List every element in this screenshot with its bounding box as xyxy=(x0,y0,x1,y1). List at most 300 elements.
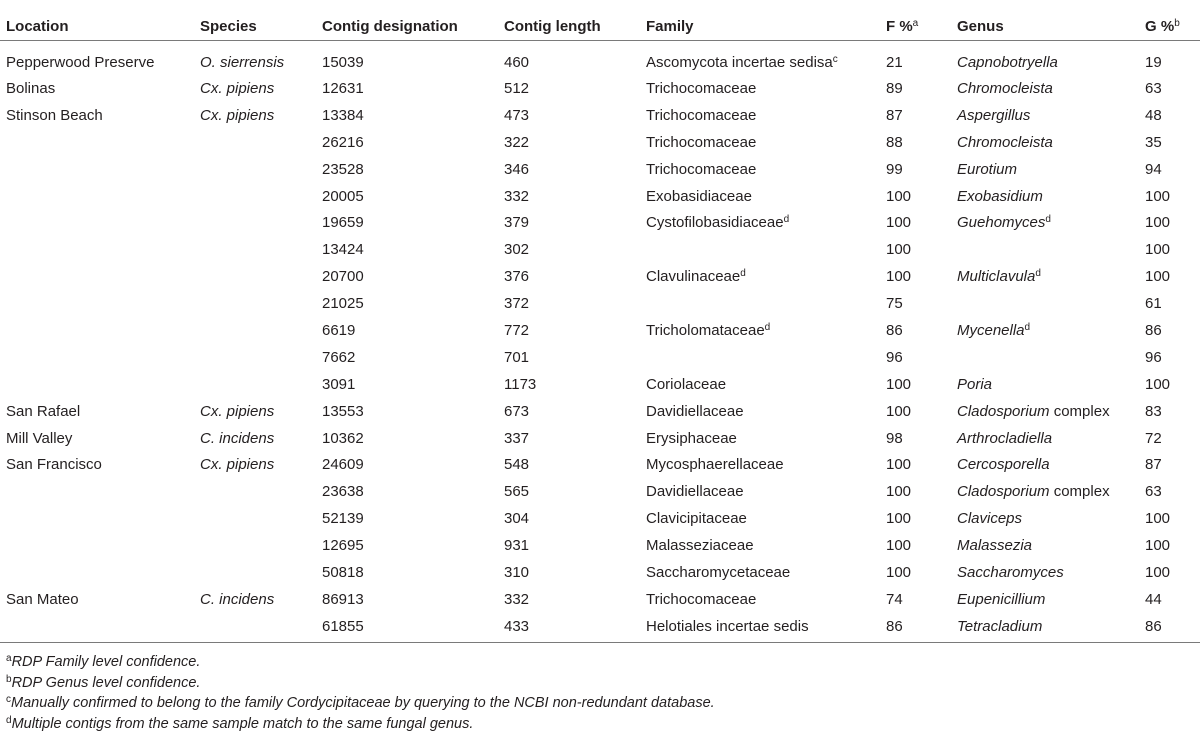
cell-species xyxy=(194,236,316,263)
cell-genus xyxy=(951,102,1139,129)
cell-location xyxy=(0,586,194,613)
genus-footnote-mark: d xyxy=(1024,321,1031,333)
cell-f-pct xyxy=(880,209,951,236)
cell-contig-designation xyxy=(316,75,498,102)
cell-g-pct-text: 48 xyxy=(1145,106,1162,124)
cell-contig-designation-text: 61855 xyxy=(322,617,364,635)
cell-g-pct-text: 100 xyxy=(1145,375,1171,393)
cell-contig-length-text: 512 xyxy=(504,79,530,97)
cell-f-pct-text: 75 xyxy=(886,295,903,313)
cell-family xyxy=(640,451,880,478)
cell-f-pct xyxy=(880,183,951,210)
cell-species-text: Cx. pipiens xyxy=(200,456,275,474)
cell-species-text: Cx. pipiens xyxy=(200,79,275,97)
table-row xyxy=(0,290,1200,317)
cell-family-text: Trichocomaceae xyxy=(646,160,757,178)
cell-family xyxy=(640,129,880,156)
cell-family xyxy=(640,290,880,317)
cell-species xyxy=(194,317,316,344)
cell-genus xyxy=(951,613,1139,642)
cell-location xyxy=(0,156,194,183)
cell-f-pct-text: 100 xyxy=(886,187,912,205)
cell-g-pct xyxy=(1139,371,1200,398)
cell-contig-designation xyxy=(316,209,498,236)
cell-g-pct-text: 63 xyxy=(1145,483,1162,501)
cell-contig-designation xyxy=(316,505,498,532)
cell-contig-designation xyxy=(316,586,498,613)
table-row xyxy=(0,532,1200,559)
cell-g-pct xyxy=(1139,559,1200,586)
cell-family xyxy=(640,344,880,371)
header-species: Species xyxy=(200,17,257,35)
cell-genus-text: Tetracladium xyxy=(957,617,1043,635)
cell-genus xyxy=(951,236,1139,263)
cell-species xyxy=(194,451,316,478)
cell-g-pct-text: 100 xyxy=(1145,563,1171,581)
table-row xyxy=(0,156,1200,183)
cell-genus xyxy=(951,344,1139,371)
cell-contig-length-text: 931 xyxy=(504,537,530,555)
cell-species xyxy=(194,559,316,586)
cell-g-pct-text: 44 xyxy=(1145,590,1162,608)
header-f-pct-label: F % xyxy=(886,17,913,35)
cell-family xyxy=(640,102,880,129)
cell-genus-text: Cercosporella xyxy=(957,456,1050,474)
cell-species xyxy=(194,263,316,290)
cell-species xyxy=(194,129,316,156)
cell-f-pct-text: 100 xyxy=(886,268,912,286)
cell-genus xyxy=(951,75,1139,102)
cell-g-pct-text: 35 xyxy=(1145,133,1162,151)
cell-family xyxy=(640,41,880,76)
cell-species xyxy=(194,41,316,76)
cell-family-text: Davidiellaceae xyxy=(646,483,744,501)
cell-location xyxy=(0,75,194,102)
cell-contig-length-text: 673 xyxy=(504,402,530,420)
header-g-pct-footnote-mark: b xyxy=(1174,17,1180,29)
cell-genus-text: Aspergillus xyxy=(957,106,1031,124)
cell-genus xyxy=(951,263,1139,290)
cell-contig-length-text: 372 xyxy=(504,295,530,313)
cell-species xyxy=(194,478,316,505)
cell-f-pct xyxy=(880,236,951,263)
cell-family-text: Erysiphaceae xyxy=(646,429,737,447)
cell-contig-designation-text: 20005 xyxy=(322,187,364,205)
table-row xyxy=(0,586,1200,613)
cell-location xyxy=(0,532,194,559)
cell-contig-designation-text: 12631 xyxy=(322,79,364,97)
table-row xyxy=(0,451,1200,478)
cell-f-pct-text: 100 xyxy=(886,456,912,474)
table-row xyxy=(0,505,1200,532)
family-footnote-mark: c xyxy=(832,53,838,65)
cell-contig-length xyxy=(498,209,640,236)
cell-contig-designation xyxy=(316,102,498,129)
cell-f-pct xyxy=(880,532,951,559)
cell-f-pct xyxy=(880,290,951,317)
cell-genus xyxy=(951,129,1139,156)
table-row xyxy=(0,559,1200,586)
header-g-pct xyxy=(1139,12,1200,41)
cell-family-text: Saccharomycetaceae xyxy=(646,563,791,581)
cell-contig-length xyxy=(498,371,640,398)
cell-f-pct-text: 88 xyxy=(886,133,903,151)
cell-genus-text: Chromocleista xyxy=(957,79,1053,97)
cell-genus-text: Arthrocladiella xyxy=(957,429,1053,447)
table-row xyxy=(0,236,1200,263)
cell-location-text: Stinson Beach xyxy=(6,106,103,124)
cell-f-pct xyxy=(880,102,951,129)
cell-g-pct-text: 94 xyxy=(1145,160,1162,178)
cell-species xyxy=(194,102,316,129)
cell-f-pct-text: 99 xyxy=(886,160,903,178)
cell-f-pct xyxy=(880,478,951,505)
cell-contig-designation xyxy=(316,290,498,317)
table-row xyxy=(0,344,1200,371)
cell-contig-length-text: 332 xyxy=(504,187,530,205)
cell-contig-length xyxy=(498,317,640,344)
table-row xyxy=(0,183,1200,210)
cell-family-text: Trichocomaceae xyxy=(646,79,757,97)
cell-g-pct-text: 72 xyxy=(1145,429,1162,447)
cell-genus xyxy=(951,505,1139,532)
header-contig-designation: Contig designation xyxy=(322,17,458,35)
genus-qualifier: complex xyxy=(1049,402,1110,420)
cell-contig-designation xyxy=(316,532,498,559)
cell-contig-designation-text: 3091 xyxy=(322,375,356,393)
cell-location xyxy=(0,505,194,532)
table-row xyxy=(0,398,1200,425)
cell-f-pct xyxy=(880,425,951,452)
footnote xyxy=(6,693,715,714)
cell-contig-designation-text: 15039 xyxy=(322,53,364,71)
cell-contig-length xyxy=(498,263,640,290)
footnote xyxy=(6,714,715,735)
cell-contig-designation-text: 19659 xyxy=(322,214,364,232)
header-location: Location xyxy=(6,17,69,35)
cell-f-pct-text: 74 xyxy=(886,590,903,608)
footnote-text: RDP Family level confidence. xyxy=(11,654,201,670)
cell-g-pct xyxy=(1139,505,1200,532)
cell-f-pct-text: 100 xyxy=(886,241,912,259)
cell-contig-length-text: 332 xyxy=(504,590,530,608)
footnote-mark: a xyxy=(6,653,12,664)
cell-species-text: Cx. pipiens xyxy=(200,106,275,124)
table-row xyxy=(0,263,1200,290)
header-family: Family xyxy=(646,17,694,35)
footnotes xyxy=(6,652,715,734)
cell-contig-length-text: 337 xyxy=(504,429,530,447)
genus-qualifier: complex xyxy=(1049,483,1110,501)
cell-f-pct xyxy=(880,75,951,102)
cell-family xyxy=(640,183,880,210)
cell-family xyxy=(640,532,880,559)
cell-contig-length-text: 565 xyxy=(504,483,530,501)
cell-genus-text: Saccharomyces xyxy=(957,563,1064,581)
cell-contig-designation-text: 23528 xyxy=(322,160,364,178)
cell-g-pct xyxy=(1139,344,1200,371)
cell-family xyxy=(640,317,880,344)
table-body xyxy=(0,41,1200,643)
cell-g-pct xyxy=(1139,586,1200,613)
cell-f-pct-text: 100 xyxy=(886,563,912,581)
cell-family xyxy=(640,398,880,425)
cell-contig-length xyxy=(498,613,640,642)
cell-contig-length-text: 473 xyxy=(504,106,530,124)
cell-species xyxy=(194,586,316,613)
cell-f-pct xyxy=(880,398,951,425)
cell-family-text: Malasseziaceae xyxy=(646,537,754,555)
cell-contig-length-text: 772 xyxy=(504,321,530,339)
footnote xyxy=(6,652,715,673)
cell-contig-designation-text: 6619 xyxy=(322,321,356,339)
cell-species-text: C. incidens xyxy=(200,590,275,608)
cell-f-pct xyxy=(880,559,951,586)
cell-g-pct xyxy=(1139,236,1200,263)
cell-contig-length-text: 346 xyxy=(504,160,530,178)
cell-genus-text: Capnobotryella xyxy=(957,53,1058,71)
table-row xyxy=(0,425,1200,452)
cell-g-pct xyxy=(1139,532,1200,559)
cell-genus xyxy=(951,156,1139,183)
cell-contig-designation-text: 13424 xyxy=(322,241,364,259)
cell-location-text: San Francisco xyxy=(6,456,102,474)
cell-species xyxy=(194,371,316,398)
cell-genus xyxy=(951,398,1139,425)
cell-genus xyxy=(951,371,1139,398)
cell-genus xyxy=(951,559,1139,586)
cell-contig-designation xyxy=(316,263,498,290)
cell-g-pct xyxy=(1139,75,1200,102)
cell-location xyxy=(0,236,194,263)
cell-species xyxy=(194,183,316,210)
cell-family-text: Trichocomaceae xyxy=(646,106,757,124)
cell-contig-length-text: 322 xyxy=(504,133,530,151)
cell-contig-length xyxy=(498,559,640,586)
table-row xyxy=(0,75,1200,102)
cell-contig-length xyxy=(498,398,640,425)
cell-f-pct-text: 100 xyxy=(886,402,912,420)
cell-contig-length xyxy=(498,102,640,129)
cell-contig-designation-text: 21025 xyxy=(322,295,364,313)
cell-contig-designation-text: 7662 xyxy=(322,348,356,366)
cell-genus xyxy=(951,532,1139,559)
cell-contig-designation xyxy=(316,129,498,156)
cell-location xyxy=(0,263,194,290)
cell-g-pct xyxy=(1139,129,1200,156)
header-f-pct-footnote-mark: a xyxy=(912,17,919,29)
cell-g-pct-text: 87 xyxy=(1145,456,1162,474)
cell-contig-length xyxy=(498,451,640,478)
cell-family-text: Davidiellaceae xyxy=(646,402,744,420)
cell-location xyxy=(0,451,194,478)
cell-family xyxy=(640,505,880,532)
cell-g-pct xyxy=(1139,613,1200,642)
header-f-pct xyxy=(880,12,951,41)
family-footnote-mark: d xyxy=(740,268,746,280)
cell-family-text: Tricholomataceae xyxy=(646,321,765,339)
cell-g-pct-text: 63 xyxy=(1145,79,1162,97)
cell-f-pct xyxy=(880,41,951,76)
cell-family-text: Trichocomaceae xyxy=(646,590,757,608)
table-row xyxy=(0,209,1200,236)
cell-genus xyxy=(951,183,1139,210)
cell-g-pct-text: 100 xyxy=(1145,187,1171,205)
footnote-mark: c xyxy=(6,694,11,705)
cell-g-pct xyxy=(1139,398,1200,425)
cell-family xyxy=(640,478,880,505)
cell-genus xyxy=(951,41,1139,76)
cell-contig-length-text: 379 xyxy=(504,214,530,232)
cell-family-text: Clavicipitaceae xyxy=(646,510,747,528)
cell-species xyxy=(194,398,316,425)
cell-f-pct xyxy=(880,451,951,478)
cell-family-text: Trichocomaceae xyxy=(646,133,757,151)
table-row xyxy=(0,41,1200,76)
cell-contig-length-text: 302 xyxy=(504,241,530,259)
cell-contig-length xyxy=(498,532,640,559)
cell-contig-length xyxy=(498,236,640,263)
cell-contig-length xyxy=(498,290,640,317)
cell-contig-designation xyxy=(316,156,498,183)
table-header xyxy=(0,12,1200,41)
cell-contig-designation xyxy=(316,559,498,586)
family-footnote-mark: d xyxy=(783,214,790,226)
cell-contig-designation xyxy=(316,317,498,344)
header-genus: Genus xyxy=(957,17,1004,35)
cell-f-pct-text: 86 xyxy=(886,321,903,339)
footnote-text: Multiple contigs from the same sample match to the same fungal genus. xyxy=(11,715,474,732)
cell-genus-text: Exobasidium xyxy=(957,187,1043,205)
cell-f-pct xyxy=(880,317,951,344)
cell-contig-length-text: 460 xyxy=(504,53,530,71)
cell-f-pct-text: 87 xyxy=(886,106,903,124)
cell-g-pct-text: 100 xyxy=(1145,537,1171,555)
cell-contig-designation xyxy=(316,344,498,371)
cell-location xyxy=(0,559,194,586)
cell-genus xyxy=(951,209,1139,236)
cell-genus-text: Mycenella xyxy=(957,321,1025,339)
cell-location-text: San Rafael xyxy=(6,402,81,420)
cell-contig-length xyxy=(498,425,640,452)
cell-genus-text: Poria xyxy=(957,375,993,393)
cell-family-text: Mycosphaerellaceae xyxy=(646,456,784,474)
cell-contig-designation xyxy=(316,371,498,398)
cell-contig-designation xyxy=(316,478,498,505)
cell-contig-designation xyxy=(316,613,498,642)
cell-genus-text: Eurotium xyxy=(957,160,1018,178)
cell-f-pct-text: 98 xyxy=(886,429,903,447)
footnote-mark: b xyxy=(6,673,12,685)
cell-contig-designation-text: 86913 xyxy=(322,590,364,608)
cell-genus-text: Cladosporium xyxy=(957,402,1050,420)
cell-f-pct-text: 89 xyxy=(886,79,903,97)
cell-contig-length xyxy=(498,156,640,183)
cell-species xyxy=(194,75,316,102)
cell-g-pct xyxy=(1139,451,1200,478)
cell-g-pct xyxy=(1139,478,1200,505)
cell-contig-designation-text: 13384 xyxy=(322,106,364,124)
cell-family xyxy=(640,586,880,613)
cell-location-text: Bolinas xyxy=(6,79,56,97)
cell-contig-designation xyxy=(316,41,498,76)
cell-location-text: Pepperwood Preserve xyxy=(6,53,155,71)
cell-location xyxy=(0,183,194,210)
table-row xyxy=(0,613,1200,642)
cell-f-pct xyxy=(880,613,951,642)
cell-contig-designation-text: 52139 xyxy=(322,510,364,528)
cell-g-pct-text: 83 xyxy=(1145,402,1162,420)
cell-contig-designation-text: 12695 xyxy=(322,537,364,555)
cell-species xyxy=(194,209,316,236)
table-row xyxy=(0,129,1200,156)
cell-f-pct xyxy=(880,586,951,613)
cell-g-pct xyxy=(1139,156,1200,183)
header-contig-length: Contig length xyxy=(504,17,601,35)
cell-location xyxy=(0,209,194,236)
cell-location xyxy=(0,290,194,317)
genus-footnote-mark: d xyxy=(1045,214,1051,226)
cell-contig-length-text: 1173 xyxy=(504,375,537,393)
cell-contig-length xyxy=(498,129,640,156)
cell-g-pct-text: 100 xyxy=(1145,214,1171,232)
cell-f-pct xyxy=(880,156,951,183)
cell-family xyxy=(640,263,880,290)
cell-location xyxy=(0,317,194,344)
cell-genus-text: Claviceps xyxy=(957,510,1023,528)
cell-contig-length xyxy=(498,344,640,371)
cell-g-pct xyxy=(1139,102,1200,129)
cell-contig-length xyxy=(498,586,640,613)
cell-genus-text: Guehomyces xyxy=(957,214,1046,232)
footnote-text: RDP Genus level confidence. xyxy=(11,674,201,691)
cell-location xyxy=(0,371,194,398)
cell-g-pct-text: 61 xyxy=(1145,295,1162,313)
cell-contig-length-text: 376 xyxy=(504,268,530,286)
cell-genus xyxy=(951,451,1139,478)
cell-g-pct-text: 100 xyxy=(1145,241,1171,259)
cell-family-text: Helotiales incertae sedis xyxy=(646,617,809,635)
cell-g-pct-text: 100 xyxy=(1145,510,1171,528)
cell-species xyxy=(194,290,316,317)
cell-family xyxy=(640,559,880,586)
cell-species xyxy=(194,344,316,371)
cell-family xyxy=(640,613,880,642)
header-g-pct-label: G % xyxy=(1145,17,1175,35)
cell-location xyxy=(0,41,194,76)
table-row xyxy=(0,317,1200,344)
cell-contig-length-text: 433 xyxy=(504,617,530,635)
cell-f-pct-text: 100 xyxy=(886,483,912,501)
cell-location xyxy=(0,478,194,505)
cell-g-pct xyxy=(1139,425,1200,452)
cell-genus xyxy=(951,425,1139,452)
cell-contig-designation-text: 24609 xyxy=(322,456,364,474)
cell-genus-text: Chromocleista xyxy=(957,133,1053,151)
cell-f-pct xyxy=(880,505,951,532)
table-row xyxy=(0,102,1200,129)
cell-species xyxy=(194,532,316,559)
cell-family xyxy=(640,371,880,398)
cell-family xyxy=(640,75,880,102)
cell-contig-designation-text: 20700 xyxy=(322,268,364,286)
cell-f-pct-text: 86 xyxy=(886,617,903,635)
cell-contig-length-text: 548 xyxy=(504,456,530,474)
cell-contig-designation xyxy=(316,398,498,425)
cell-location-text: Mill Valley xyxy=(6,429,73,447)
cell-family-text: Coriolaceae xyxy=(646,375,727,393)
cell-g-pct xyxy=(1139,263,1200,290)
